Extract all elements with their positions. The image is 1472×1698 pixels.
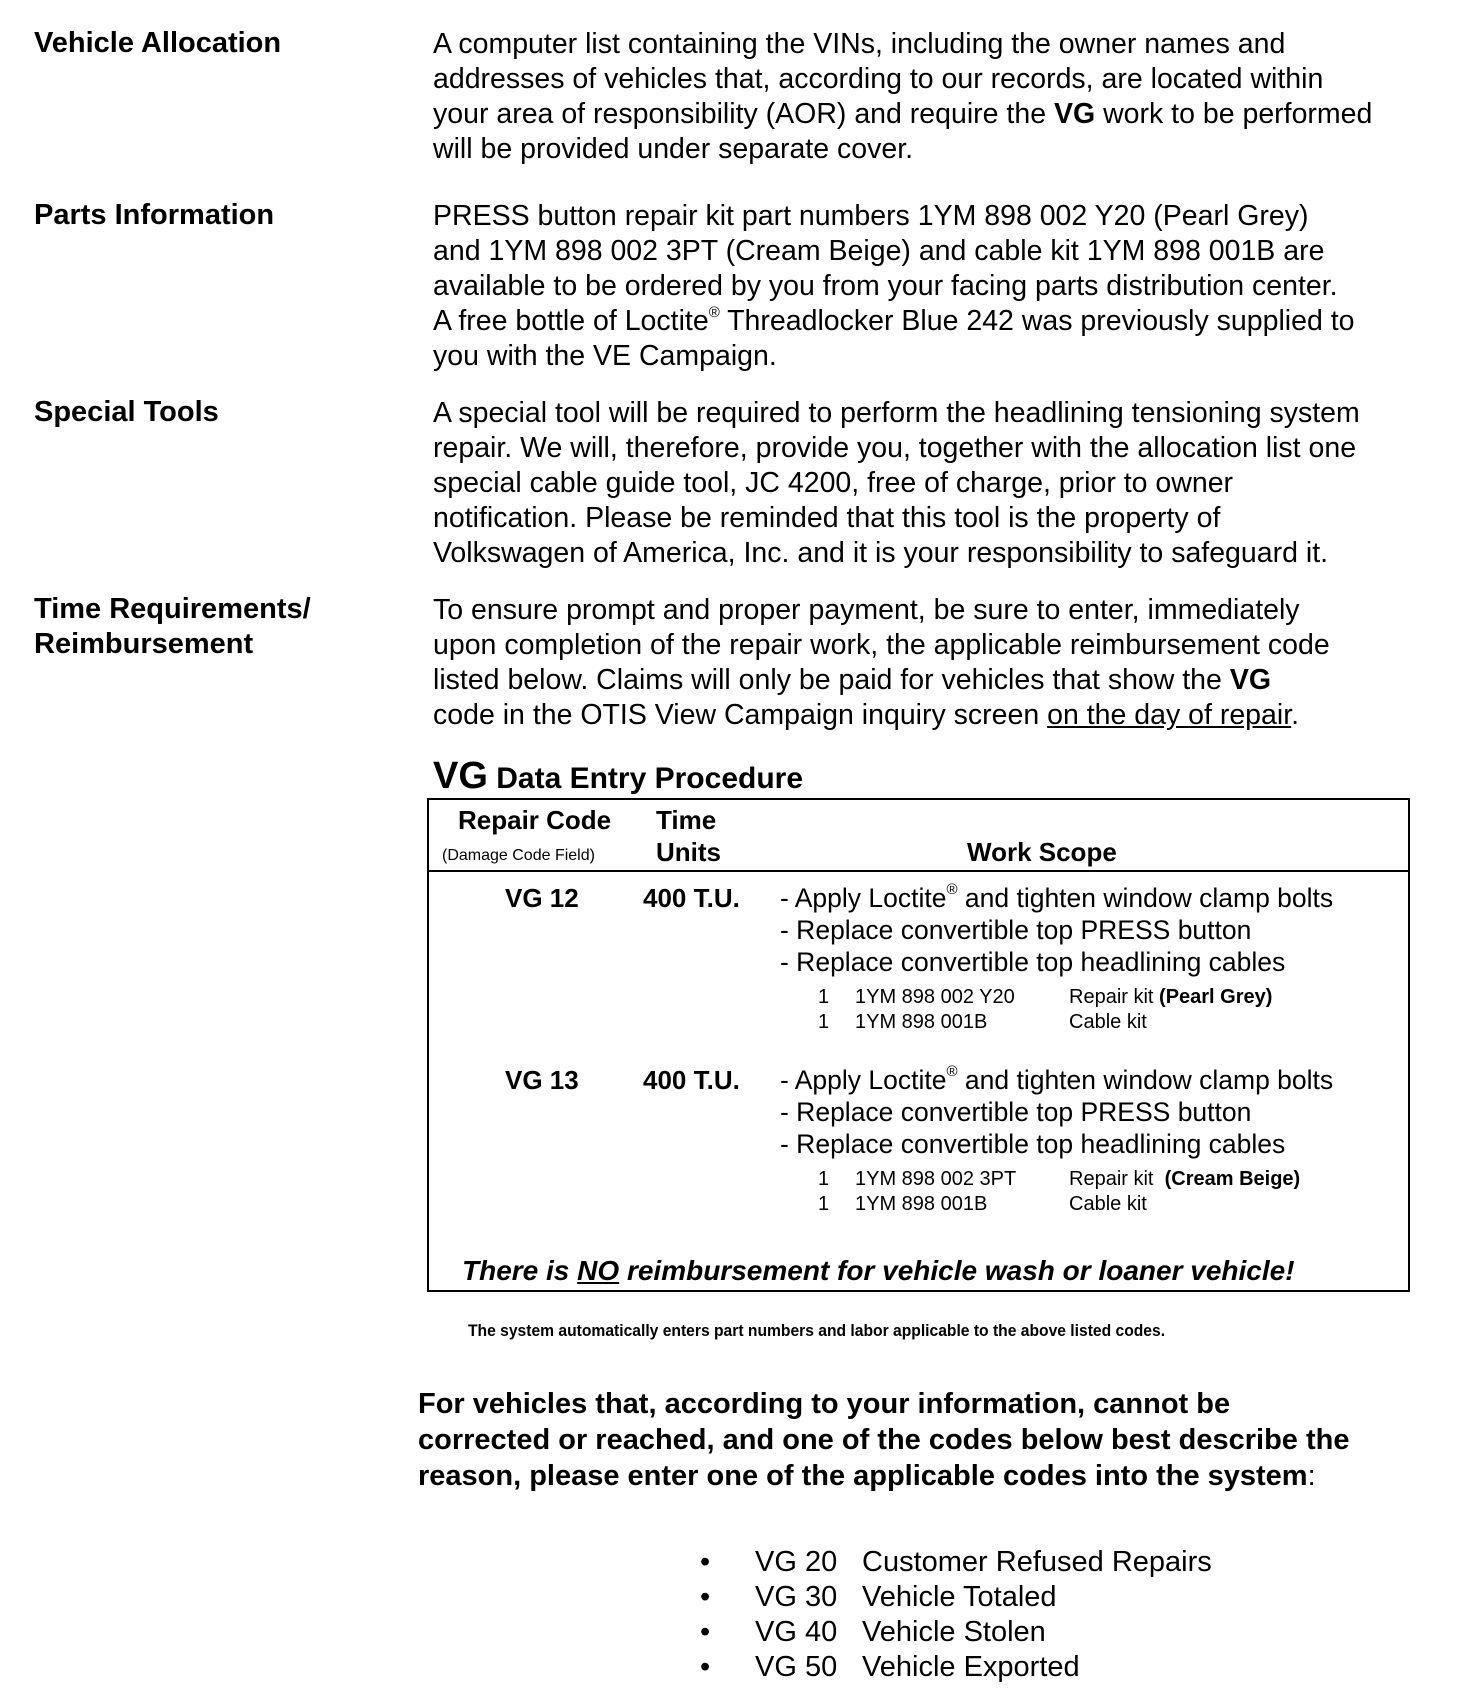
text-segment: reimbursement for vehicle wash or loaner vehicle! xyxy=(619,1255,1295,1286)
system-footnote: The system automatically enters part numbers and labor applicable to the above listed codes. xyxy=(468,1321,1166,1340)
bullet-icon: • xyxy=(700,1616,711,1648)
part-number: 1YM 898 002 3PT xyxy=(855,1168,1017,1190)
list-item xyxy=(700,1615,1212,1650)
time-requirements-heading xyxy=(34,592,311,662)
text-segment: Repair kit xyxy=(1069,986,1160,1008)
code: VG 50 xyxy=(755,1651,838,1683)
text-segment: reason, please enter one of the applicable codes into the system xyxy=(418,1460,1308,1492)
text-line: A computer list containing the VINs, including the owner names and xyxy=(433,28,1286,60)
text-segment: There is xyxy=(462,1255,578,1286)
code: VG 40 xyxy=(755,1616,838,1648)
part-number: 1YM 898 001B xyxy=(855,1193,988,1215)
part-qty: 1 xyxy=(818,986,830,1008)
bullet-icon: • xyxy=(700,1581,711,1613)
registered-mark: ® xyxy=(946,1063,958,1080)
text-line xyxy=(433,698,1443,733)
list-item xyxy=(700,1545,1212,1580)
text-line xyxy=(433,97,1443,132)
color-name: (Cream Beige) xyxy=(1164,1168,1301,1190)
part-description xyxy=(1069,985,1272,1010)
text-segment: . xyxy=(1291,699,1300,731)
non-repair-code-list xyxy=(700,1545,1212,1685)
scope-line: - Replace convertible top PRESS button xyxy=(780,1097,1252,1127)
part-number: 1YM 898 001B xyxy=(855,1011,988,1033)
bullet-icon: • xyxy=(700,1651,711,1683)
vg-emphasis: VG xyxy=(1053,98,1096,130)
registered-mark: ® xyxy=(708,304,720,321)
vehicle-allocation-heading: Vehicle Allocation xyxy=(34,27,282,59)
time-requirements-text xyxy=(433,593,1443,733)
scope-line: - Replace convertible top PRESS button xyxy=(780,915,1252,945)
special-tools-text xyxy=(433,396,1443,571)
header-damage-code-field: (Damage Code Field) xyxy=(442,847,595,864)
list-item xyxy=(700,1650,1212,1685)
text-line: special cable guide tool, JC 4200, free of charge, prior to owner xyxy=(433,467,1234,499)
text-line xyxy=(433,304,1443,339)
text-segment: A free bottle of Loctite xyxy=(433,305,709,337)
scope-line xyxy=(780,1064,1333,1096)
title-prefix: VG xyxy=(433,755,488,797)
code-description: Vehicle Exported xyxy=(862,1651,1080,1683)
text-segment: your area of responsibility (AOR) and require the xyxy=(433,98,1054,130)
color-name: (Pearl Grey) xyxy=(1159,986,1273,1008)
text-line: addresses of vehicles that, according to our records, are located within xyxy=(433,63,1324,95)
text-segment: Threadlocker Blue 242 was previously supplied to xyxy=(719,305,1355,337)
text-segment: Repair kit xyxy=(1069,1168,1165,1190)
list-item xyxy=(700,1580,1212,1615)
heading-line: Time Requirements/ xyxy=(34,593,311,625)
procedure-title xyxy=(433,756,803,799)
time-units-vg12: 400 T.U. xyxy=(643,883,740,913)
code: VG 20 xyxy=(755,1546,838,1578)
text-line: A special tool will be required to perform the headlining tensioning system xyxy=(433,397,1360,429)
header-work-scope: Work Scope xyxy=(967,837,1117,867)
text-line: and 1YM 898 002 3PT (Cream Beige) and cable kit 1YM 898 001B are xyxy=(433,235,1325,267)
text-line: PRESS button repair kit part numbers 1YM 898 002 Y20 (Pearl Grey) xyxy=(433,200,1309,232)
text-segment: listed below. Claims will only be paid for vehicles that show the xyxy=(433,664,1230,696)
scope-line: - Replace convertible top headlining cables xyxy=(780,947,1286,977)
text-line: To ensure prompt and proper payment, be sure to enter, immediately xyxy=(433,594,1300,626)
header-time: Time xyxy=(656,805,717,835)
text-segment: - Apply Loctite xyxy=(780,883,947,913)
text-segment: - Apply Loctite xyxy=(780,1065,947,1095)
code-description: Vehicle Totaled xyxy=(862,1581,1057,1613)
text-line: will be provided under separate cover. xyxy=(433,133,914,165)
code-description: Customer Refused Repairs xyxy=(862,1546,1212,1578)
text-line: available to be ordered by you from your facing parts distribution center. xyxy=(433,270,1338,302)
heading-line: Reimbursement xyxy=(34,628,254,660)
text-line xyxy=(418,1458,1458,1494)
parts-information-text xyxy=(433,199,1443,374)
text-segment: : xyxy=(1307,1460,1316,1492)
text-line xyxy=(433,663,1443,698)
code-description: Vehicle Stolen xyxy=(862,1616,1046,1648)
text-line: notification. Please be reminded that this tool is the property of xyxy=(433,502,1221,534)
vehicle-allocation-text xyxy=(433,27,1443,167)
part-qty: 1 xyxy=(818,1168,830,1190)
text-line: corrected or reached, and one of the codes below best describe the xyxy=(418,1424,1350,1456)
text-line: Volkswagen of America, Inc. and it is your responsibility to safeguard it. xyxy=(433,537,1329,569)
scope-line: - Replace convertible top headlining cables xyxy=(780,1129,1286,1159)
part-description: Cable kit xyxy=(1069,1193,1147,1215)
text-segment: and tighten window clamp bolts xyxy=(957,1065,1334,1095)
vg-emphasis: VG xyxy=(1229,664,1271,696)
title-rest: Data Entry Procedure xyxy=(487,762,804,795)
text-line: repair. We will, therefore, provide you, together with the allocation list one xyxy=(433,432,1357,464)
text-line: you with the VE Campaign. xyxy=(433,340,777,372)
text-line: upon completion of the repair work, the applicable reimbursement code xyxy=(433,629,1330,661)
underlined-phrase: on the day of repair xyxy=(1047,699,1292,731)
part-description: Cable kit xyxy=(1069,1011,1147,1033)
header-units: Units xyxy=(656,837,721,867)
part-description xyxy=(1069,1167,1300,1192)
scope-line xyxy=(780,882,1333,914)
text-segment: and tighten window clamp bolts xyxy=(957,883,1334,913)
time-units-vg13: 400 T.U. xyxy=(643,1065,740,1095)
code: VG 30 xyxy=(755,1581,838,1613)
registered-mark: ® xyxy=(946,881,958,898)
reimbursement-note xyxy=(462,1254,1295,1288)
underlined-no: NO xyxy=(577,1255,620,1286)
special-tools-heading: Special Tools xyxy=(34,396,219,428)
part-number: 1YM 898 002 Y20 xyxy=(855,986,1015,1008)
non-repair-instructions xyxy=(418,1386,1458,1494)
procedure-table xyxy=(427,798,1410,1292)
part-qty: 1 xyxy=(818,1193,830,1215)
text-segment: work to be performed xyxy=(1095,98,1373,130)
part-qty: 1 xyxy=(818,1011,830,1033)
text-segment: code in the OTIS View Campaign inquiry screen xyxy=(433,699,1048,731)
repair-code-vg13: VG 13 xyxy=(505,1065,579,1095)
parts-information-heading: Parts Information xyxy=(34,199,275,231)
text-line: For vehicles that, according to your information, cannot be xyxy=(418,1388,1231,1420)
header-divider xyxy=(429,870,1408,872)
header-repair-code: Repair Code xyxy=(458,805,612,835)
repair-code-vg12: VG 12 xyxy=(505,883,579,913)
bullet-icon: • xyxy=(700,1546,711,1578)
